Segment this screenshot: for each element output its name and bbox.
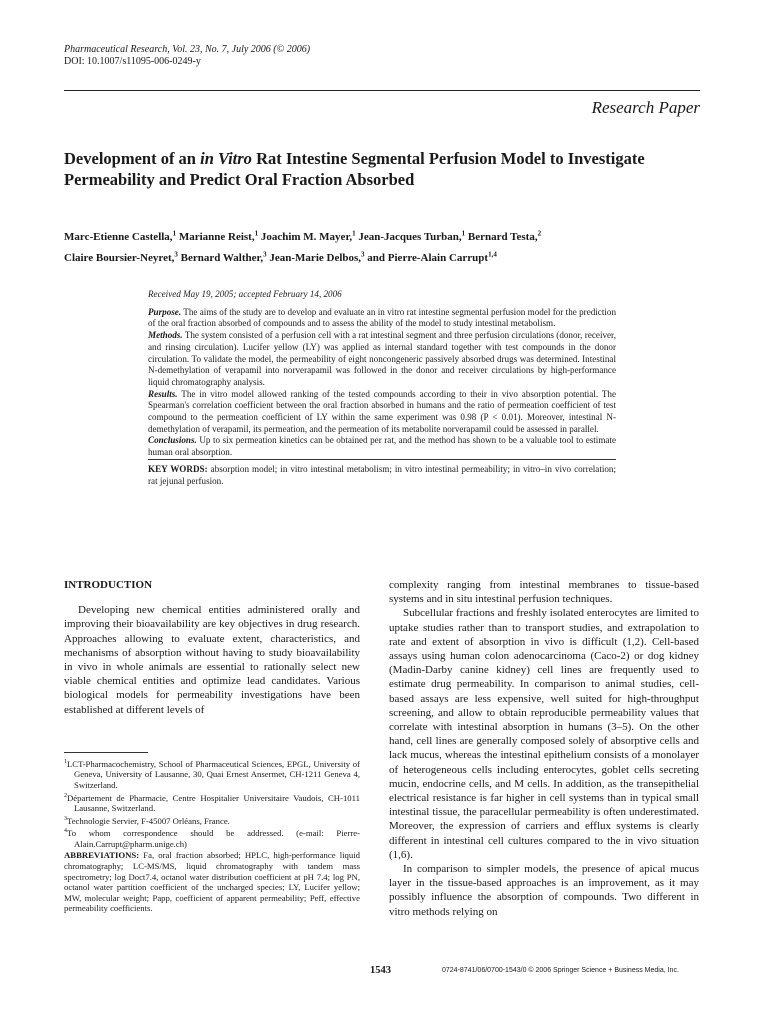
author-list	[64, 224, 714, 267]
footnote: $^3$Technologie Servier, F-45007 Orléans, France.	[64, 815, 230, 826]
author: Marianne Reist,$^1$	[178, 229, 259, 243]
author: Bernard Walther,$^3$	[180, 250, 267, 265]
intro-right-column	[389, 578, 699, 919]
paper-type: Research Paper	[591, 98, 700, 117]
author: Jean-Marie Delbos,$^3$	[269, 250, 365, 265]
footnote: $^4$To whom correspondence should be addressed. (e-mail: Pierre-Alain.Carrupt@pharm.unige.ch)	[64, 828, 360, 849]
title-part: Rat Intestine Segmental Perfusion Model to Investigate Permeability and Predict Oral Fraction Absorbed	[64, 149, 645, 189]
intro-paragraph: Developing new chemical entities administered orally and improving their bioavailability are key objectives in drug research. Approaches allowing to evaluate extent, characteristics, and mechanisms of absorption without having to study bioavailability in vivo in whole animals are essential to rationally select new viable chemical entities and optimize lead candidates. Various biological models for permeability investigations have been established at different levels of	[64, 604, 360, 716]
header-rule	[64, 90, 700, 91]
page-number: 1543	[370, 965, 391, 976]
journal-citation: Pharmaceutical Research, Vol. 23, No. 7, July 2006 (© 2006)	[64, 44, 311, 55]
title-part: Development of an	[64, 149, 201, 168]
paper-title	[64, 148, 704, 190]
abbreviations: ABBREVIATIONS: Fa, oral fraction absorbed; HPLC, high-performance liquid chromatography; LC-MS/MS, liquid chromatography with tandem mass spectrometry; log Doct7.4, octanol water distribution coefficient at pH 7.4; log PN, octanol water partition coefficient of the uncharged species; LY, Lucifer yellow; MW, molecular weight; Papp, coefficient of apparent permeability; Peff, effective permeability coefficients.	[64, 850, 360, 914]
intro-left-column	[64, 578, 360, 717]
keywords: KEY WORDS: absorption model; in vitro intestinal metabolism; in vitro intestinal permeability; in vitro–in vivo correlation; rat jejunal perfusion.	[148, 459, 616, 487]
footnotes	[64, 757, 360, 914]
author: Marc-Etienne Castella,$^1$	[64, 229, 177, 243]
abstract	[148, 289, 616, 487]
footnote-rule	[64, 752, 148, 753]
footnote: $^2$Département de Pharmacie, Centre Hospitalier Universitaire Vaudois, CH-1011 Lausanne, Switzerland.	[64, 792, 360, 814]
intro-paragraph: In comparison to simpler models, the presence of apical mucus layer in the tissue-based approaches is an improvement, as it may possibly influence the absorption of compounds. Two different in vitro methods relying on	[389, 863, 699, 918]
author: Claire Boursier-Neyret,$^3$	[64, 250, 178, 265]
copyright-line: 0724-8741/06/0700-1543/0 © 2006 Springer Science + Business Media, Inc.	[442, 967, 679, 974]
author: Joachim M. Mayer,$^1$	[260, 229, 356, 243]
author: and Pierre-Alain Carrupt$^{1,4}$	[367, 250, 497, 265]
abstract-purpose: Purpose. The aims of the study are to develop and evaluate an in vitro rat intestine segmental perfusion model for the prediction of the oral fraction absorbed of compounds and to assess the ability of the model to study intestinal metabolism.	[148, 306, 616, 329]
intro-paragraph: Subcellular fractions and freshly isolated enterocytes are limited to uptake studies rather than to transport studies, and extrapolation to rate and extent of absorption in vivo is difficult (1,2). Cell-based assays using human colon adenocarcinoma (Caco-2) or dog kidney (Madin-Darby canine kidney) cell lines are frequently used to estimate drug permeability. In comparison to animal studies, cell-based assays are less expensive, well suited for high-throughput screening, and allow to obtain reproducible permeability values that correlate with intestinal absorption in humans (3–5). On the other hand, cell lines are generally composed solely of absorptive cells and lack mucus, whereas the intestinal epithelium consists of a monolayer of heterogeneous cells including enterocytes, goblet cells secreting mucin, endocrine cells, and M cells. In addition, as the transepithelial electrical resistance is far higher in cell systems than in typical small intestinal tissue, the paracellular permeability is often underestimated. Moreover, the expression of carriers and efflux systems is clearly different in intestinal cell cultures compared to the in vivo situation (1,6).	[389, 607, 699, 861]
abstract-methods: Methods. The system consisted of a perfusion cell with a rat intestinal segment and three perfusion circulations (donor, receiver, and rinsing circulation). Lucifer yellow (LY) was applied as internal standard together with test compounds in the donor circulation. To validate the model, the permeability of eight noncongeneric passively absorbed drugs was determined. Intestinal N-demethylation of verapamil into norverapamil was followed in the donor and receiver circulations by high-performance liquid chromatography analysis.	[148, 330, 616, 387]
author: Jean-Jacques Turban,$^1$	[358, 229, 466, 243]
footnote: $^1$LCT-Pharmacochemistry, School of Pharmaceutical Sciences, EPGL, University of Geneva, University of Lausanne, 30, Quai Ernest Ansermet, CH-1211 Geneva 4, Switzerland.	[64, 758, 360, 791]
section-heading: INTRODUCTION	[64, 579, 153, 591]
abstract-conclusions: Conclusions. Up to six permeation kinetics can be obtained per rat, and the method has shown to be a valuable tool to estimate human oral absorption.	[148, 435, 616, 458]
author: Bernard Testa,$^2$	[467, 229, 542, 243]
title-italic: in Vitro	[200, 149, 252, 168]
intro-paragraph: complexity ranging from intestinal membranes to tissue-based systems and in situ intestinal perfusion techniques.	[389, 579, 699, 606]
received-date: Received May 19, 2005; accepted February 14, 2006	[148, 289, 342, 299]
doi: DOI: 10.1007/s11095-006-0249-y	[64, 56, 201, 67]
abstract-results: Results. The in vitro model allowed ranking of the tested compounds according to their in vivo absorption potential. The Spearman's correlation coefficient between the oral fraction absorbed in humans and the ratio of permeation coefficient of test compound to the permeation coefficient of LY within the same experiment was 0.98 (P < 0.01). Moreover, intestinal N-demethylation of verapamil, its permeation, and the permeation of its metabolite norverapamil could be assessed in parallel.	[148, 388, 616, 434]
